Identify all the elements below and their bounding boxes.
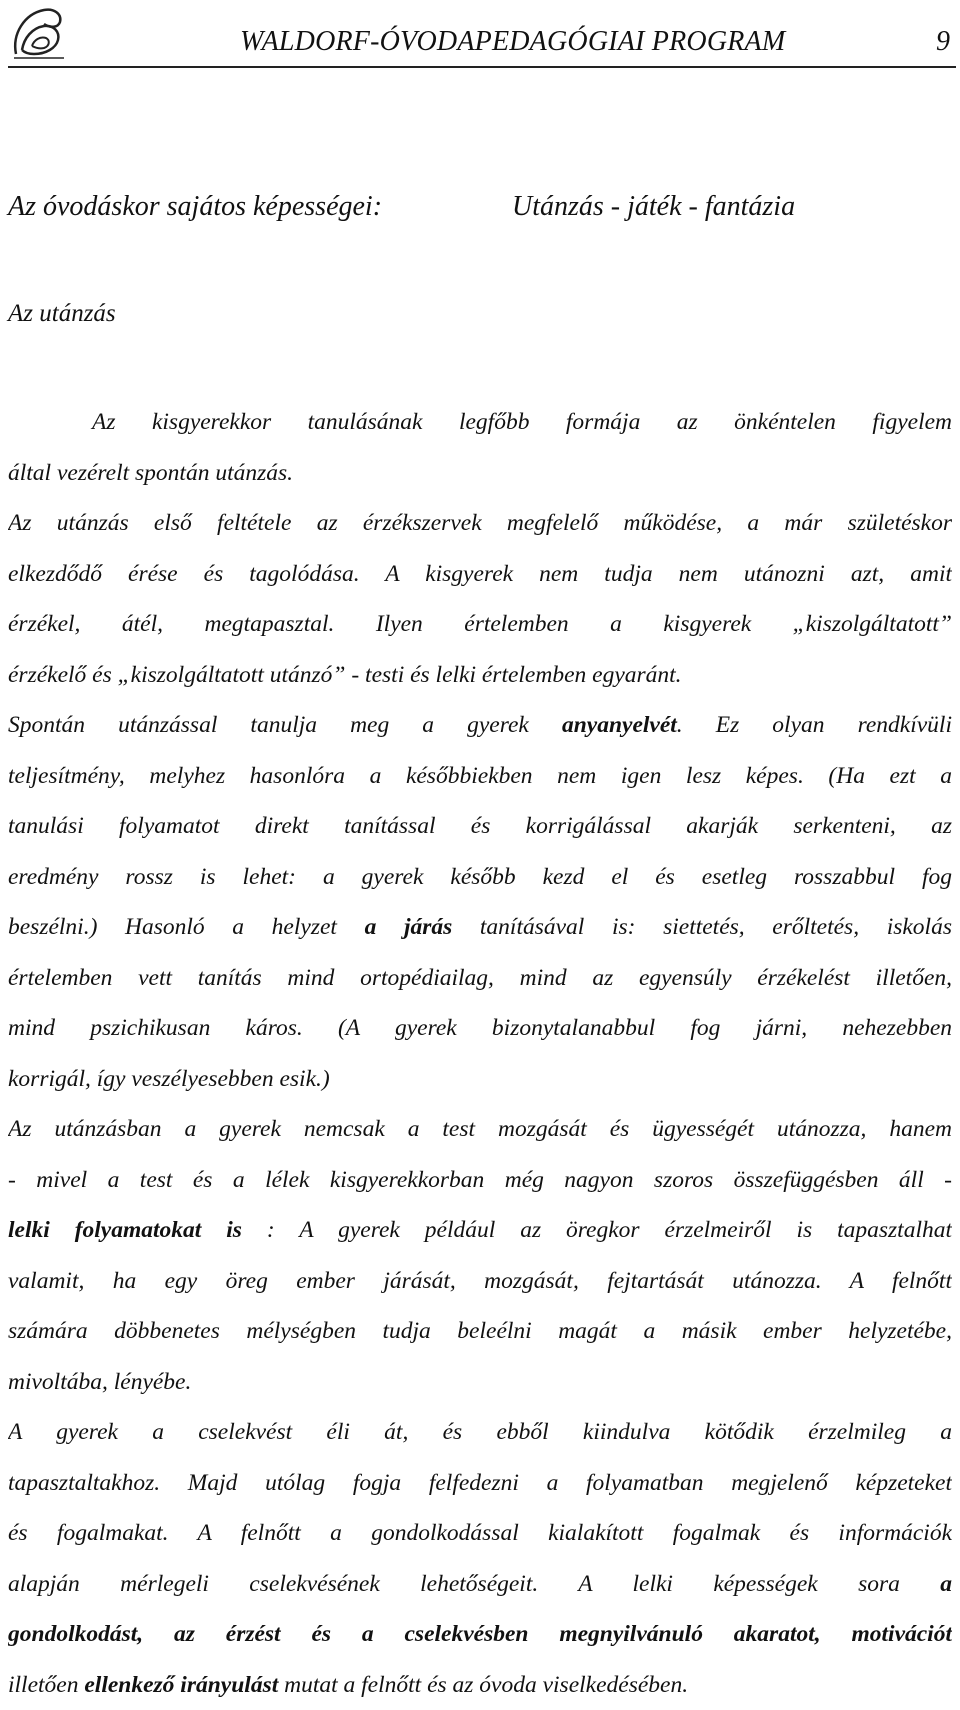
text-line xyxy=(8,448,952,499)
text-line xyxy=(8,1508,952,1559)
text-line xyxy=(8,953,952,1004)
bold-text: ellenkező irányulást xyxy=(84,1672,278,1698)
waldorf-logo-icon xyxy=(10,4,68,60)
text-line xyxy=(8,1256,952,1307)
text-run: mind pszichikusan káros. (A gyerek bizonytalanabbul fog járni, nehezebben xyxy=(8,1015,952,1041)
text-run: Az utánzásban a gyerek nemcsak a test mozgását és ügyességét utánozza, hanem xyxy=(8,1116,952,1142)
text-run: és fogalmakat. A felnőtt a gondolkodással kialakított fogalmak és információk xyxy=(8,1520,952,1546)
text-line xyxy=(8,1306,952,1357)
text-line xyxy=(8,1660,952,1710)
text-line xyxy=(8,549,952,600)
text-line xyxy=(8,1054,952,1105)
text-run: A gyerek a cselekvést éli át, és ebből kiindulva kötődik érzelmileg a xyxy=(8,1419,952,1445)
text-run: értelemben vett tanítás mind ortopédiailag, mind az egyensúly érzékelést illetően, xyxy=(8,965,952,991)
text-line xyxy=(8,1205,952,1256)
text-line xyxy=(8,751,952,802)
body-paragraphs xyxy=(8,397,952,1710)
text-run: tanulási folyamatot direkt tanítással és korrigálással akarják serkenteni, az xyxy=(8,813,952,839)
header-title: WALDORF-ÓVODAPEDAGÓGIAI PROGRAM xyxy=(240,26,785,58)
text-line xyxy=(8,1407,952,1458)
text-run: alapján mérlegeli cselekvésének lehetőségeit. A lelki képességek sora xyxy=(8,1571,940,1597)
text-line xyxy=(8,498,952,549)
section-title-right: Utánzás - játék - fantázia xyxy=(512,191,795,223)
text-run: illetően xyxy=(8,1672,84,1698)
text-run: mivoltába, lényébe. xyxy=(8,1369,191,1395)
subsection-title: Az utánzás xyxy=(8,300,116,328)
text-line xyxy=(8,1559,952,1610)
text-line xyxy=(8,1003,952,1054)
text-run: teljesítmény, melyhez hasonlóra a későbbiekben nem igen lesz képes. (Ha ezt a xyxy=(8,763,952,789)
text-line xyxy=(8,1357,952,1408)
text-run: beszélni.) Hasonló a helyzet xyxy=(8,914,365,940)
text-run: érzékel, átél, megtapasztal. Ilyen értelemben a kisgyerek „kiszolgáltatott” xyxy=(8,611,952,637)
text-line xyxy=(8,902,952,953)
page-number: 9 xyxy=(936,26,950,58)
text-line xyxy=(8,1458,952,1509)
text-line xyxy=(8,1155,952,1206)
text-run: - mivel a test és a lélek kisgyerekkorban még nagyon szoros összefüggésben áll - xyxy=(8,1167,952,1193)
text-line xyxy=(8,1609,952,1660)
text-run: eredmény rossz is lehet: a gyerek később kezd el és esetleg rosszabbul fog xyxy=(8,864,952,890)
bold-text: anyanyelvét xyxy=(562,712,677,738)
text-line xyxy=(8,700,952,751)
text-line xyxy=(8,1104,952,1155)
text-run: tanításával is: siettetés, erőltetés, iskolás xyxy=(452,914,952,940)
text-run: elkezdődő érése és tagolódása. A kisgyerek nem tudja nem utánozni azt, amit xyxy=(8,561,952,587)
text-run: Az utánzás első feltétele az érzékszervek megfelelő működése, a már születéskor xyxy=(8,510,952,536)
text-run: Az kisgyerekkor tanulásának legfőbb formája az önkéntelen figyelem xyxy=(92,409,952,435)
text-run: tapasztaltakhoz. Majd utólag fogja felfedezni a folyamatban megjelenő képzeteket xyxy=(8,1470,952,1496)
text-line xyxy=(8,599,952,650)
bold-text: gondolkodást, az érzést és a cselekvésben megnyilvánuló akaratot, motivációt xyxy=(8,1621,952,1647)
section-title-left: Az óvodáskor sajátos képességei: xyxy=(8,191,382,223)
text-run: valamit, ha egy öreg ember járását, mozgását, fejtartását utánozza. A felnőtt xyxy=(8,1268,952,1294)
bold-text: a xyxy=(940,1571,952,1597)
bold-text: a járás xyxy=(365,914,453,940)
text-line xyxy=(8,397,952,448)
text-run: : A gyerek például az öregkor érzelmeiről is tapasztalhat xyxy=(242,1217,952,1243)
text-line xyxy=(8,801,952,852)
text-run: mutat a felnőtt és az óvoda viselkedésében. xyxy=(278,1672,688,1698)
text-run: számára döbbenetes mélységben tudja beleélni magát a másik ember helyzetébe, xyxy=(8,1318,952,1344)
bold-text: lelki folyamatokat is xyxy=(8,1217,242,1243)
text-run: korrigál, így veszélyesebben esik.) xyxy=(8,1066,330,1092)
text-line xyxy=(8,852,952,903)
text-run: Spontán utánzással tanulja meg a gyerek xyxy=(8,712,562,738)
page-header xyxy=(8,0,956,68)
text-run: érzékelő és „kiszolgáltatott utánzó” - testi és lelki értelemben egyaránt. xyxy=(8,662,682,688)
text-run: . Ez olyan rendkívüli xyxy=(677,712,952,738)
text-line xyxy=(8,650,952,701)
text-run: által vezérelt spontán utánzás. xyxy=(8,460,293,486)
